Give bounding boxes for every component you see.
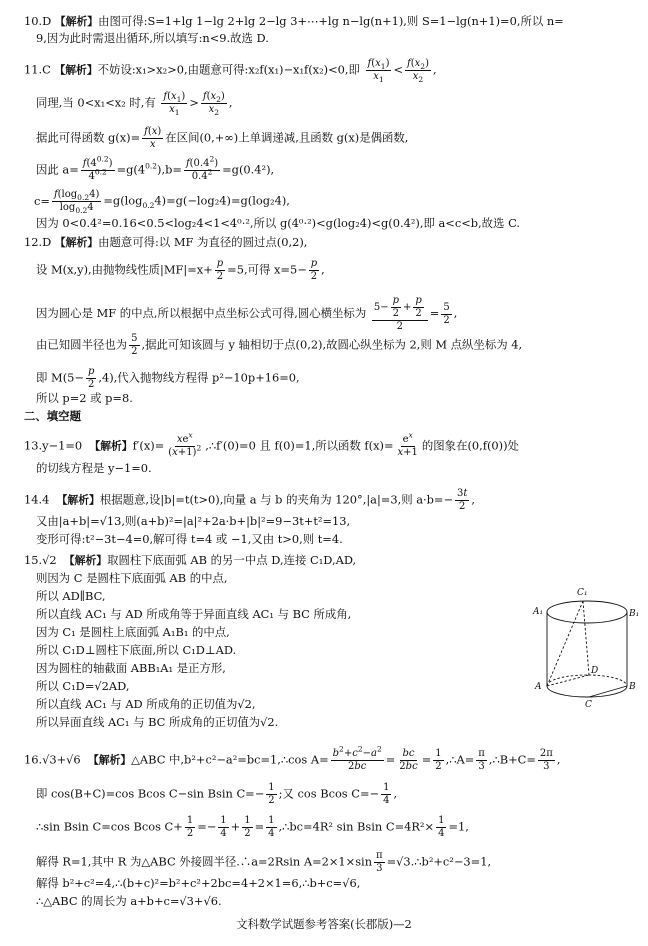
q10-number: 10.D [24,14,52,28]
q16-line4 [36,850,491,875]
q15-line10: 所以异面直线 AC₁ 与 BC 所成角的正切值为√2. [36,715,279,729]
frac-1-4: $\frac{1}{4}$ [220,815,227,839]
q16-text: = [421,752,432,767]
q16-text: △ABC 中,b²+c²−a²=bc=1,∴cos A= [131,752,329,767]
q14-answer: 4 [42,492,50,507]
q16-tag: 【解析】 [87,753,132,767]
q10-text: 由图可得:S=1+lg 1−lg 2+lg 2−lg 3+⋯+lg n−lg(n+1),则 S=1−lg(n+1)=0,所以 n= [98,14,564,28]
q16-text: ∴sin Bsin C=cos Bcos C+ [36,819,183,834]
q14-text: 根据题意,设|b|=t(t>0),向量 a 与 b 的夹角为 120°,|a|=3,则 a·b=− [99,492,454,507]
q10-line2: 9,因为此时需退出循环,所以填写:n<9.故选 D. [36,31,269,45]
q16-text: ,∴A= [445,752,475,767]
frac-3t-2: $\frac{3t}{2}$ [457,488,468,512]
q16-line3 [36,815,469,840]
frac-fx-x: $\frac{f(x)}{x}$ [144,126,162,150]
q12-text: =5,可得 x=5− [227,262,307,277]
frac-fx2-x2: $\frac{f(x_2)}{x_2}$ [407,58,429,84]
q14-line1: 14.4 【解析】根据题意,设|b|=t(t>0),向量 a 与 b 的夹角为 120°,|a|=3,则 a·b=− $\frac{3t}{2}$ , [24,488,476,512]
cylinder-figure [527,583,639,708]
q11-text: 4)=g(−log₂4)=g(log₂4), [154,193,290,208]
q13-line1 [24,430,519,459]
q11-text: =g(4 [116,162,146,177]
bottom-back-arc [547,675,627,686]
q11-text: 同理,当 0<x₁<x₂ 时,有 [36,95,156,110]
frac-1-2: $\frac{1}{2}$ [435,748,442,772]
q12-line3: 因为圆心是 MF 的中点,所以根据中点坐标公式可得,圆心横坐标为 5− $\frac{p}{2}$ + $\frac{p}{2}$ 2 = $\frac{5}{2}$ , [36,295,458,332]
q16-number: 16. [24,752,43,767]
q16-text: ,∴bc=4R² sin Bsin C=4R²× [278,819,435,834]
q13-text: ,∴f′(0)=0 且 f(0)=1,所以函数 f(x)= [205,438,394,453]
q11-line6: 因为 0<0.4²=0.16<0.5<log₂4<1<4⁰·²,所以 g(4⁰·²)<g(log₂4)<g(0.4²),即 a<c<b,故选 C. [36,216,520,230]
bottom-front-arc [547,686,627,697]
label-B1: B₁ [629,609,639,619]
segment-C1D [583,601,589,675]
q11-tag: 【解析】 [54,63,98,77]
q12-text: 由已知圆半径也为 [36,337,128,352]
q11-line2: 同理,当 0<x₁<x₂ 时,有 $\frac{f(x_1)}{x_1}$ > $\frac{f(x_2)}{x_2}$ , [36,91,233,117]
frac-p-2: $\frac{p}{2}$ [310,258,318,282]
q14-number: 14. [24,492,43,507]
frac-pi-3: $\frac{\pi}{3}$ [376,850,383,874]
frac-bc-2bc: $\frac{bc}{2bc}$ [399,748,418,772]
q16-text: = [385,752,396,767]
q11-number: 11.C [24,62,51,77]
frac-1-4: $\frac{1}{4}$ [268,815,275,839]
frac-flog: $\frac{f(\log_{0.2}4)}{\log_{0.2}4}$ [53,189,100,215]
q11-text: ),b= [157,162,182,177]
q15-line6: 所以 C₁D⊥圆柱下底面,所以 C₁D⊥AD. [36,643,237,657]
frac-fx2-x2: $\frac{f(x_2)}{x_2}$ [202,91,225,117]
q13-answer: y−1=0 [42,438,83,453]
q13-line2: 的切线方程是 y−1=0. [36,461,152,475]
q15-tag: 【解析】 [63,554,108,567]
frac-p-2: $\frac{p}{2}$ [216,258,224,282]
q13-text: f′(x)= [132,438,165,453]
q16-line5: 解得 b²+c²=4,∴(b+c)²=b²+c²+2bc=4+2×1=6,∴b+c=√6, [36,876,361,890]
frac-ex: $\frac{e^x}{x+1}$ [397,430,418,458]
q11-line3 [36,126,408,151]
segment-AC1 [547,601,583,686]
label-D: D [591,666,599,676]
q11-line4: 因此 a= $\frac{f(4^{0.2})}{4^{0.2}}$ $=g(4^{0.2}),b=$ $\frac{f(0.4^2)}{0.4^2}$ =g(0.4²), [36,154,275,182]
frac-1-2: $\frac{1}{2}$ [268,782,275,806]
frac-fx1-x1: $\frac{f(x_1)}{x_1}$ [163,91,186,117]
q15-line5: 因为 C₁ 是圆柱上底面弧 A₁B₁ 的中点, [36,625,230,639]
q15-line1 [24,553,356,568]
frac-1-4: $\frac{1}{4}$ [383,782,390,806]
q11-text: c= [34,193,50,208]
frac-xex: $\frac{xe^x}{(x+1)^2}$ [168,430,202,458]
q15-line4: 所以直线 AC₁ 与 AD 所成角等于异面直线 AC₁ 与 BC 所成角, [36,607,352,621]
label-C1: C₁ [577,588,588,598]
q10-tag: 【解析】 [54,15,99,28]
q11-text: 在区间(0,+∞)上单调递减,且函数 g(x)是偶函数, [165,130,409,145]
q12-text: ,据此可知该圆与 y 轴相切于点(0,2),故圆心纵坐标为 2,则 M 点纵坐标为 4, [141,337,523,352]
q16-text: ,∴B+C= [488,752,536,767]
q16-text: ;又 cos Bcos C=− [278,786,380,801]
q12-text: ,代入抛物线方程得 p²−10p+16=0, [113,370,300,385]
label-B: B [629,682,636,692]
q12-line6: 所以 p=2 或 p=8. [36,391,133,405]
frac-1-2: $\frac{1}{2}$ [244,815,251,839]
q16-line6: ∴△ABC 的周长为 a+b+c=√3+√6. [36,894,222,908]
q11-text: =g(0.4²), [222,162,275,177]
q13-number: 13. [24,438,43,453]
q16-answer: √3+√6 [42,752,81,767]
q16-line2: 即 cos(B+C)=cos Bcos C−sin Bsin C=− $\frac{1}{2}$ ;又 cos Bcos C=− $\frac{1}{4}$ , [36,782,398,806]
q14-line2: 又由|a+b|=√13,则(a+b)²=|a|²+2a·b+|b|²=9−3t+t²=13, [36,514,351,528]
frac-2pi-3: $\frac{2\pi}{3}$ [539,748,553,772]
q12-tag: 【解析】 [54,236,99,249]
q16-line1: 16.√3+√6 【解析】△ABC 中,b²+c²−a²=bc=1,∴cos A= $\frac{b^2+c^2-a^2}{2bc}$ = $\frac{bc}{2bc}$ = $\frac{1}{2}$ ,∴A= $\frac{\pi}{3}$ ,∴B+C= $\frac{2\pi}{3}$ , [24,744,561,772]
q12-text: 因为圆心是 MF 的中点,所以根据中点坐标公式可得,圆心横坐标为 [36,306,367,320]
q16-text: =√3.∴b²+c²−3=1, [386,854,492,869]
q12-text: 设 M(x,y),由抛物线性质|MF|=x+ [36,262,213,277]
q12-number: 12.D [24,235,52,249]
frac-1-2: $\frac{1}{2}$ [186,815,194,839]
label-A1: A₁ [533,607,544,617]
q16-text: =1, [448,819,469,834]
q14-tag: 【解析】 [56,493,100,507]
page-footer: 文科数学试题参考答案(长郡版)—2 [236,917,412,931]
q12-line2: 设 M(x,y),由抛物线性质|MF|=x+ $\frac{p}{2}$ =5,可得 x=5− $\frac{p}{2}$ , [36,258,325,282]
q16-text: 即 cos(B+C)=cos Bcos C−sin Bsin C=− [36,786,265,801]
q16-text: 解得 R=1,其中 R 为△ABC 外接圆半径.∴a=2Rsin A=2×1×sin [36,854,373,869]
q15-line9: 所以直线 AC₁ 与 AD 所成角的正切值为√2, [36,697,256,711]
frac-5-2: $\frac{5}{2}$ [131,333,138,357]
frac-center-x: 5− $\frac{p}{2}$ + $\frac{p}{2}$ 2 [372,295,428,333]
q15-line3: 所以 AD∥BC, [36,589,106,603]
q15-text: 取圆柱下底面弧 AB 的另一中点 D,连接 C₁D,AD, [107,553,357,567]
q10-line1 [24,14,564,29]
frac-cosA: $\frac{b^2+c^2-a^2}{2bc}$ [332,744,382,772]
label-A: A [535,682,542,692]
frac-5-2: $\frac{5}{2}$ [443,301,450,326]
frac-fx1-x1: $\frac{f(x_1)}{x_1}$ [367,58,390,84]
q15-line8: 所以 C₁D=√2AD, [36,679,130,693]
q16-text: + [230,819,241,834]
label-C: C [585,700,592,708]
q11-line5: c= $\frac{f(\log_{0.2}4)}{\log_{0.2}4}$ $=g(\log_{0.2}4)=g(-\log_24)=g(\log_24)$, [34,189,290,215]
q12-line5: 即 M(5− $\frac{p}{2}$ ,4),代入抛物线方程得 p²−10p+16=0, [36,366,300,390]
q15-line7: 因为圆柱的轴截面 ABB₁A₁ 是正方形, [36,661,226,675]
frac-f04: $\frac{f(0.4^2)}{0.4^2}$ [185,154,219,182]
q11-text: 因此 a= [36,162,79,177]
q15-answer: √2 [42,553,57,567]
q11-line1: 11.C 【解析】不妨设:x₁>x₂>0,由题意可得:x₂f(x₁)−x₁f(x₂)<0,即 $\frac{f(x_1)}{x_1}$ < $\frac{f(x_2)}{x_2}$ , [24,58,437,84]
q13-text: 的图象在(0,f(0))处 [421,438,519,453]
q12-line1 [24,235,307,250]
q16-text: =− [197,819,217,834]
q11-text: =g(log [103,193,143,208]
q12-text: 即 M [36,370,63,385]
q16-text: = [254,819,265,834]
q12-line4 [36,333,522,358]
q13-tag: 【解析】 [89,439,133,453]
q15-line2: 则因为 C 是圆柱下底面弧 AB 的中点, [36,571,228,585]
q11-text: 不妨设:x₁>x₂>0,由题意可得:x₂f(x₁)−x₁f(x₂)<0,即 [97,62,360,77]
frac-1-4: $\frac{1}{4}$ [438,815,445,839]
section-title: 二、填空题 [24,409,81,423]
q15-number: 15. [24,553,43,567]
frac-f4pow: $\frac{f(4^{0.2})}{4^{0.2}}$ [82,154,113,182]
q14-line3: 变形可得:t²−3t−4=0,解可得 t=4 或 −1,又由 t>0,则 t=4. [36,532,343,546]
q12-text: 由题意可得:以 MF 为直径的圆过点(0,2), [98,235,308,249]
frac-pi-3: $\frac{\pi}{3}$ [478,748,485,772]
top-ellipse [547,601,627,623]
frac-p-2: $\frac{p}{2}$ [87,366,95,390]
q11-text: 据此可得函数 g(x)= [36,130,141,145]
